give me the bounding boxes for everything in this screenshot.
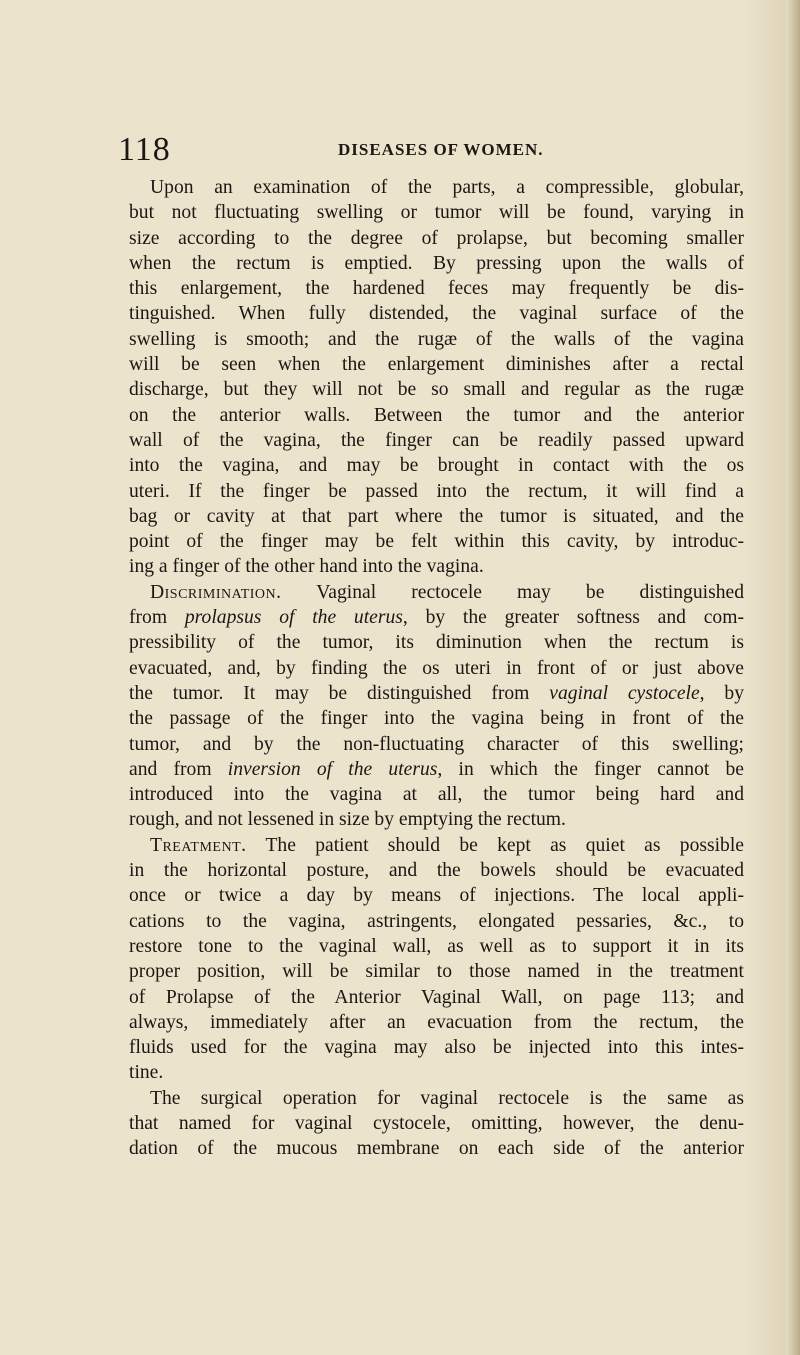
treatment-line: in the horizontal posture, and the bowels should be evacuated — [129, 860, 744, 882]
text-line: swelling is smooth; and the rugæ of the walls of the vagina — [129, 328, 744, 350]
text-line: into the vagina, and may be brought in contact with the os — [129, 455, 744, 477]
treatment-line: always, immediately after an evacuation from the rectum, the — [129, 1011, 744, 1033]
treatment-line: restore tone to the vaginal wall, as well as to support it in its — [129, 935, 744, 957]
page-header — [118, 130, 738, 170]
text-run: , by — [699, 682, 744, 704]
discrimination-line: the passage of the finger into the vagina being in front of the — [129, 708, 744, 730]
text-run: from — [129, 607, 185, 629]
text-line: this enlargement, the hardened feces may frequently be dis- — [129, 278, 744, 300]
text-line: tinguished. When fully distended, the vaginal surface of the — [129, 303, 744, 325]
treatment-line: proper position, will be similar to those named in the treatment — [129, 961, 744, 983]
treatment-line: of Prolapse of the Anterior Vaginal Wall, on page 113; and — [129, 986, 744, 1008]
treatment-line: once or twice a day by means of injections. The local appli- — [129, 885, 744, 907]
treatment-line: tine. — [129, 1062, 164, 1084]
text-line: bag or cavity at that part where the tumor is situated, and the — [129, 505, 744, 527]
surgical-line: that named for vaginal cystocele, omitting, however, the denu- — [129, 1112, 744, 1134]
discrimination-line: pressibility of the tumor, its diminution when the rectum is — [129, 632, 744, 654]
text-line: ing a finger of the other hand into the vagina. — [129, 556, 484, 578]
discrimination-line — [129, 580, 744, 605]
italic-term: vaginal cystocele — [549, 682, 700, 704]
discrimination-line — [129, 605, 744, 630]
body-text — [129, 175, 744, 1162]
discrimination-line — [129, 681, 744, 706]
surgical-line: dation of the mucous membrane on each side of the anterior — [129, 1138, 744, 1160]
text-run: , in which the finger cannot be — [437, 758, 744, 780]
text-run: Vaginal rectocele may be distinguished — [281, 581, 744, 603]
text-line: point of the finger may be felt within this cavity, by introduc- — [129, 531, 744, 553]
treatment-line: cations to the vagina, astringents, elongated pessaries, &c., to — [129, 910, 744, 932]
page-number: 118 — [118, 131, 171, 168]
discrimination-label: Discrimination. — [150, 581, 282, 603]
text-run: and from — [129, 758, 228, 780]
text-line: uteri. If the finger be passed into the rectum, it will find a — [129, 480, 744, 502]
text-run: The patient should be kept as quiet as possible — [246, 834, 744, 856]
page-edge — [786, 0, 800, 1355]
discrimination-line: rough, and not lessened in size by emptying the rectum. — [129, 809, 566, 831]
text-line: will be seen when the enlargement diminishes after a rectal — [129, 354, 744, 376]
text-line: wall of the vagina, the finger can be readily passed upward — [129, 429, 744, 451]
text-run: , by the greater softness and com- — [402, 607, 744, 629]
running-head: DISEASES OF WOMEN. — [338, 140, 544, 159]
discrimination-line: introduced into the vagina at all, the tumor being hard and — [129, 784, 744, 806]
text-line: discharge, but they will not be so small and regular as the rugæ — [129, 379, 744, 401]
treatment-label: Treatment. — [150, 834, 247, 856]
page-gutter-shadow — [746, 0, 786, 1355]
treatment-line: fluids used for the vagina may also be injected into this intes- — [129, 1037, 744, 1059]
text-line: size according to the degree of prolapse, but becoming smaller — [129, 227, 744, 249]
text-run: the tumor. It may be distinguished from — [129, 682, 550, 704]
treatment-line — [129, 833, 744, 858]
discrimination-line — [129, 757, 744, 782]
text-line: Upon an examination of the parts, a compressible, globular, — [150, 177, 744, 198]
text-line: but not fluctuating swelling or tumor will be found, varying in — [129, 202, 744, 224]
text-line: when the rectum is emptied. By pressing upon the walls of — [129, 252, 744, 274]
discrimination-line: evacuated, and, by finding the os uteri in front of or just above — [129, 657, 744, 679]
discrimination-line: tumor, and by the non-fluctuating character of this swelling; — [129, 733, 744, 755]
text-line: on the anterior walls. Between the tumor and the anterior — [129, 404, 744, 426]
italic-term: inversion of the uterus — [227, 758, 438, 780]
surgical-line: The surgical operation for vaginal rectocele is the same as — [150, 1087, 744, 1109]
italic-term: prolapsus of the uterus — [184, 607, 403, 629]
